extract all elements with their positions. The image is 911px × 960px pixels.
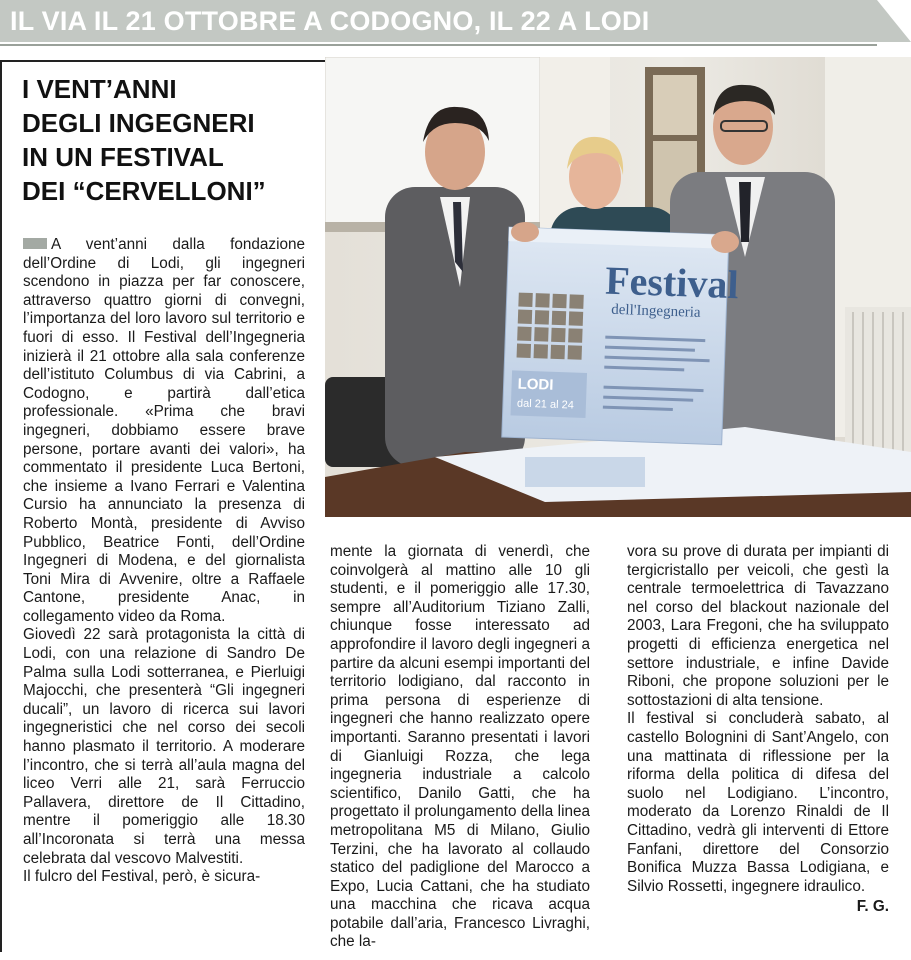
- poster-title: Festival: [604, 257, 740, 308]
- banner-fold-corner: [877, 0, 911, 42]
- lead-marker: [23, 238, 47, 249]
- paragraph-3: Il fulcro del Festival, però, è sicura-: [23, 868, 261, 886]
- paragraph-5: vora su prove di durata per impianti di tergicristallo per veicoli, che gestì la centrale termoelettrica di Tavazzano nel corso del blackout nazionale del 2003, Lara Fregoni, che ha sviluppato progetti di efficienza energetica nel settore industriale, e infine Davide Riboni, che propone soluzioni per le sottostazioni di alta tensione.: [627, 543, 889, 709]
- left-column-rule: [0, 60, 2, 952]
- poster-city: LODI: [517, 375, 554, 394]
- article-headline: [22, 72, 322, 208]
- poster-subtitle: dell'Ingegneria: [610, 301, 701, 321]
- paragraph-2: Giovedì 22 sarà protagonista la città di Lodi, con una relazione di Sandro De Palma sulla Lodi sotterranea, e Pierluigi Majocchi, che presenterà “Gli ingegneri ducali”, un lavoro di ricerca sui lavori ingegneristici che nel corso dei secoli hanno plasmato il territorio. A moderare l’incontro, che si terrà all’aula magna del liceo Verri alle 21, sarà Ferruccio Pallavera, direttore de Il Cittadino, mentre il pomeriggio alle 18.30 all’Incoronata si terrà una messa celebrata dal vescovo Malvestiti.: [23, 626, 305, 867]
- paragraph-6: Il festival si concluderà sabato, al castello Bolognini di Sant’Angelo, con una mattinata di riflessione per la riforma della politica di difesa del suolo nel Lodigiano. L’incontro, moderato da Lorenzo Rinaldi de Il Cittadino, vedrà gli interventi di Ettore Fanfani, direttore del Consorzio Bonifica Muzza Bassa Lodigiana, e Silvio Rossetti, ingegnere idraulico.: [627, 710, 889, 895]
- banner-text: IL VIA IL 21 OTTOBRE A CODOGNO, IL 22 A LODI: [10, 6, 650, 36]
- headline-line-4: DEI “CERVELLONI”: [22, 176, 266, 206]
- article-column-1: [23, 236, 305, 887]
- photo-illustration: [325, 57, 911, 517]
- article-photo: [325, 57, 911, 517]
- paragraph-1: [23, 236, 305, 626]
- article-column-3: [627, 543, 889, 917]
- headline-line-3: IN UN FESTIVAL: [22, 142, 224, 172]
- article-column-2: [330, 543, 590, 952]
- section-banner: [0, 0, 911, 42]
- paragraph-4: mente la giornata di venerdì, che coinvolgerà al mattino alle 10 gli studenti, e il pomeriggio alle 17.30, sempre all’Auditorium Tiziano Zalli, chiunque fosse interessato ad approfondire il lavoro degli ingegneri a partire da alcuni esempi importanti del territorio lodigiano, dal racconto in prima persona di esperienze di ingegneri che hanno realizzato opere importanti. Saranno presentati i lavori di Gianluigi Rozza, che lega ingegneria industriale a calcolo scientifico, Danilo Gatti, che ha progettato il prolungamento della linea metropolitana M5 di Milano, Giulio Terzini, che ha lavorato al collaudo statico del padiglione del Marocco a Expo, Lucia Cattani, che ha studiato una macchina che ricava acqua potabile dall’aria, Francesco Livraghi, che la-: [330, 543, 590, 951]
- headline-top-rule: [0, 60, 325, 62]
- headline-line-1: I VENT’ANNI: [22, 74, 177, 104]
- author-signature: F. G.: [856, 898, 889, 916]
- poster-dates: dal 21 al 24: [516, 397, 575, 412]
- paragraph-1-text: A vent’anni dalla fondazione dell’Ordine di Lodi, gli ingegneri scendono in piazza per far conoscere, attraverso quattro giorni di convegni, l’importanza del loro lavoro sul territorio e fuori di esso. Il Festival dell’Ingegneria inizierà il 21 ottobre alla sala conferenze dell’istituto Columbus di via Cabrini, a Codogno, e partirà dall’etica professionale. «Prima che bravi ingegneri, dobbiamo essere brave persone, portare avanti dei valori», ha commentato il presidente Luca Bertoni, che insieme a Ivano Ferrari e Valentina Cursio ha annunciato la presenza di Roberto Montà, presidente di Avviso Pubblico, Beatrice Fonti, dell’Ordine Ingegneri di Modena, e del giornalista Toni Mira di Avvenire, oltre a Raffaele Cantone, presidente Anac, in collegamento video da Roma.: [23, 236, 305, 625]
- headline-line-2: DEGLI INGEGNERI: [22, 108, 255, 138]
- banner-underline: [0, 44, 877, 46]
